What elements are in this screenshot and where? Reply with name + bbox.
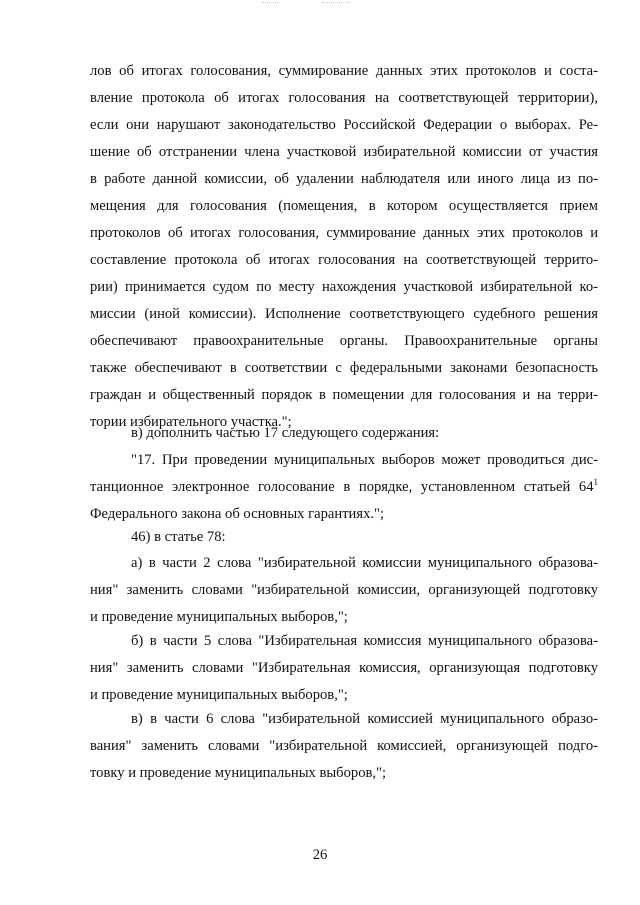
text-line: и проведение муниципальных выборов,"; xyxy=(90,609,348,625)
text-line xyxy=(90,474,598,501)
text-line: "17. При проведении муниципальных выборов может проводиться дис- xyxy=(131,452,598,468)
text-line-content: танционное электронное голосование в порядке, установленном статьей 64 xyxy=(90,479,594,495)
superscript: 1 xyxy=(593,477,598,487)
paragraph xyxy=(90,628,598,709)
text-line: вление протокола об итогах голосования на соответствующей территории), xyxy=(90,90,598,106)
text-line: в работе данной комиссии, об удалении наблюдателя или иного лица из по- xyxy=(90,171,598,187)
paragraph xyxy=(90,550,598,631)
text-line: также обеспечивают в соответствии с федеральными законами безопасность xyxy=(90,360,598,376)
scan-artifact xyxy=(262,2,280,17)
text-line: тории избирательного участка."; xyxy=(90,414,292,430)
text-line: лов об итогах голосования, суммирование данных этих протоколов и соста- xyxy=(90,63,598,79)
text-line: обеспечивают правоохранительные органы. Правоохранительные органы xyxy=(90,333,598,349)
text-line: ния" заменить словами "избирательной комиссии, организующей подготовку xyxy=(90,582,598,598)
text-line: шение об отстранении члена участковой избирательной комиссии от участия xyxy=(90,144,598,160)
text-line: 46) в статье 78: xyxy=(131,529,226,545)
text-line: составление протокола об итогах голосования на соответствующей террито- xyxy=(90,252,598,268)
text-line: если они нарушают законодательство Российской Федерации о выборах. Ре- xyxy=(90,117,598,133)
text-line: граждан и общественный порядок в помещении для голосования и на терри- xyxy=(90,387,598,403)
paragraph xyxy=(90,706,598,787)
text-line: и проведение муниципальных выборов,"; xyxy=(90,687,348,703)
paragraph xyxy=(90,420,598,447)
paragraph xyxy=(90,524,598,551)
text-line: мещения для голосования (помещения, в котором осуществляется прием xyxy=(90,198,598,214)
text-line: миссии (иной комиссии). Исполнение соответствующего судебного решения xyxy=(90,306,598,322)
text-line: вания" заменить словами "избирательной комиссией, организующей подго- xyxy=(90,738,598,754)
text-line: протоколов об итогах голосования, суммирование данных этих протоколов и xyxy=(90,225,598,241)
text-line: в) в части 6 слова "избирательной комиссией муниципального образо- xyxy=(131,711,598,727)
text-line: рии) принимается судом по месту нахождения участковой избирательной ко- xyxy=(90,279,598,295)
text-line: товку и проведение муниципальных выборов,"; xyxy=(90,765,387,781)
text-line: б) в части 5 слова "Избирательная комиссия муниципального образова- xyxy=(131,633,598,649)
scan-artifact xyxy=(322,2,350,17)
text-line: в) дополнить частью 17 следующего содержания: xyxy=(131,425,440,441)
paragraph xyxy=(90,447,598,528)
page-number: 26 xyxy=(312,847,328,863)
text-line: а) в части 2 слова "избирательной комиссии муниципального образова- xyxy=(131,555,598,571)
paragraph xyxy=(90,58,598,436)
text-line: Федерального закона об основных гарантиях."; xyxy=(90,506,385,522)
text-line: ния" заменить словами "Избирательная комиссия, организующая подготовку xyxy=(90,660,598,676)
